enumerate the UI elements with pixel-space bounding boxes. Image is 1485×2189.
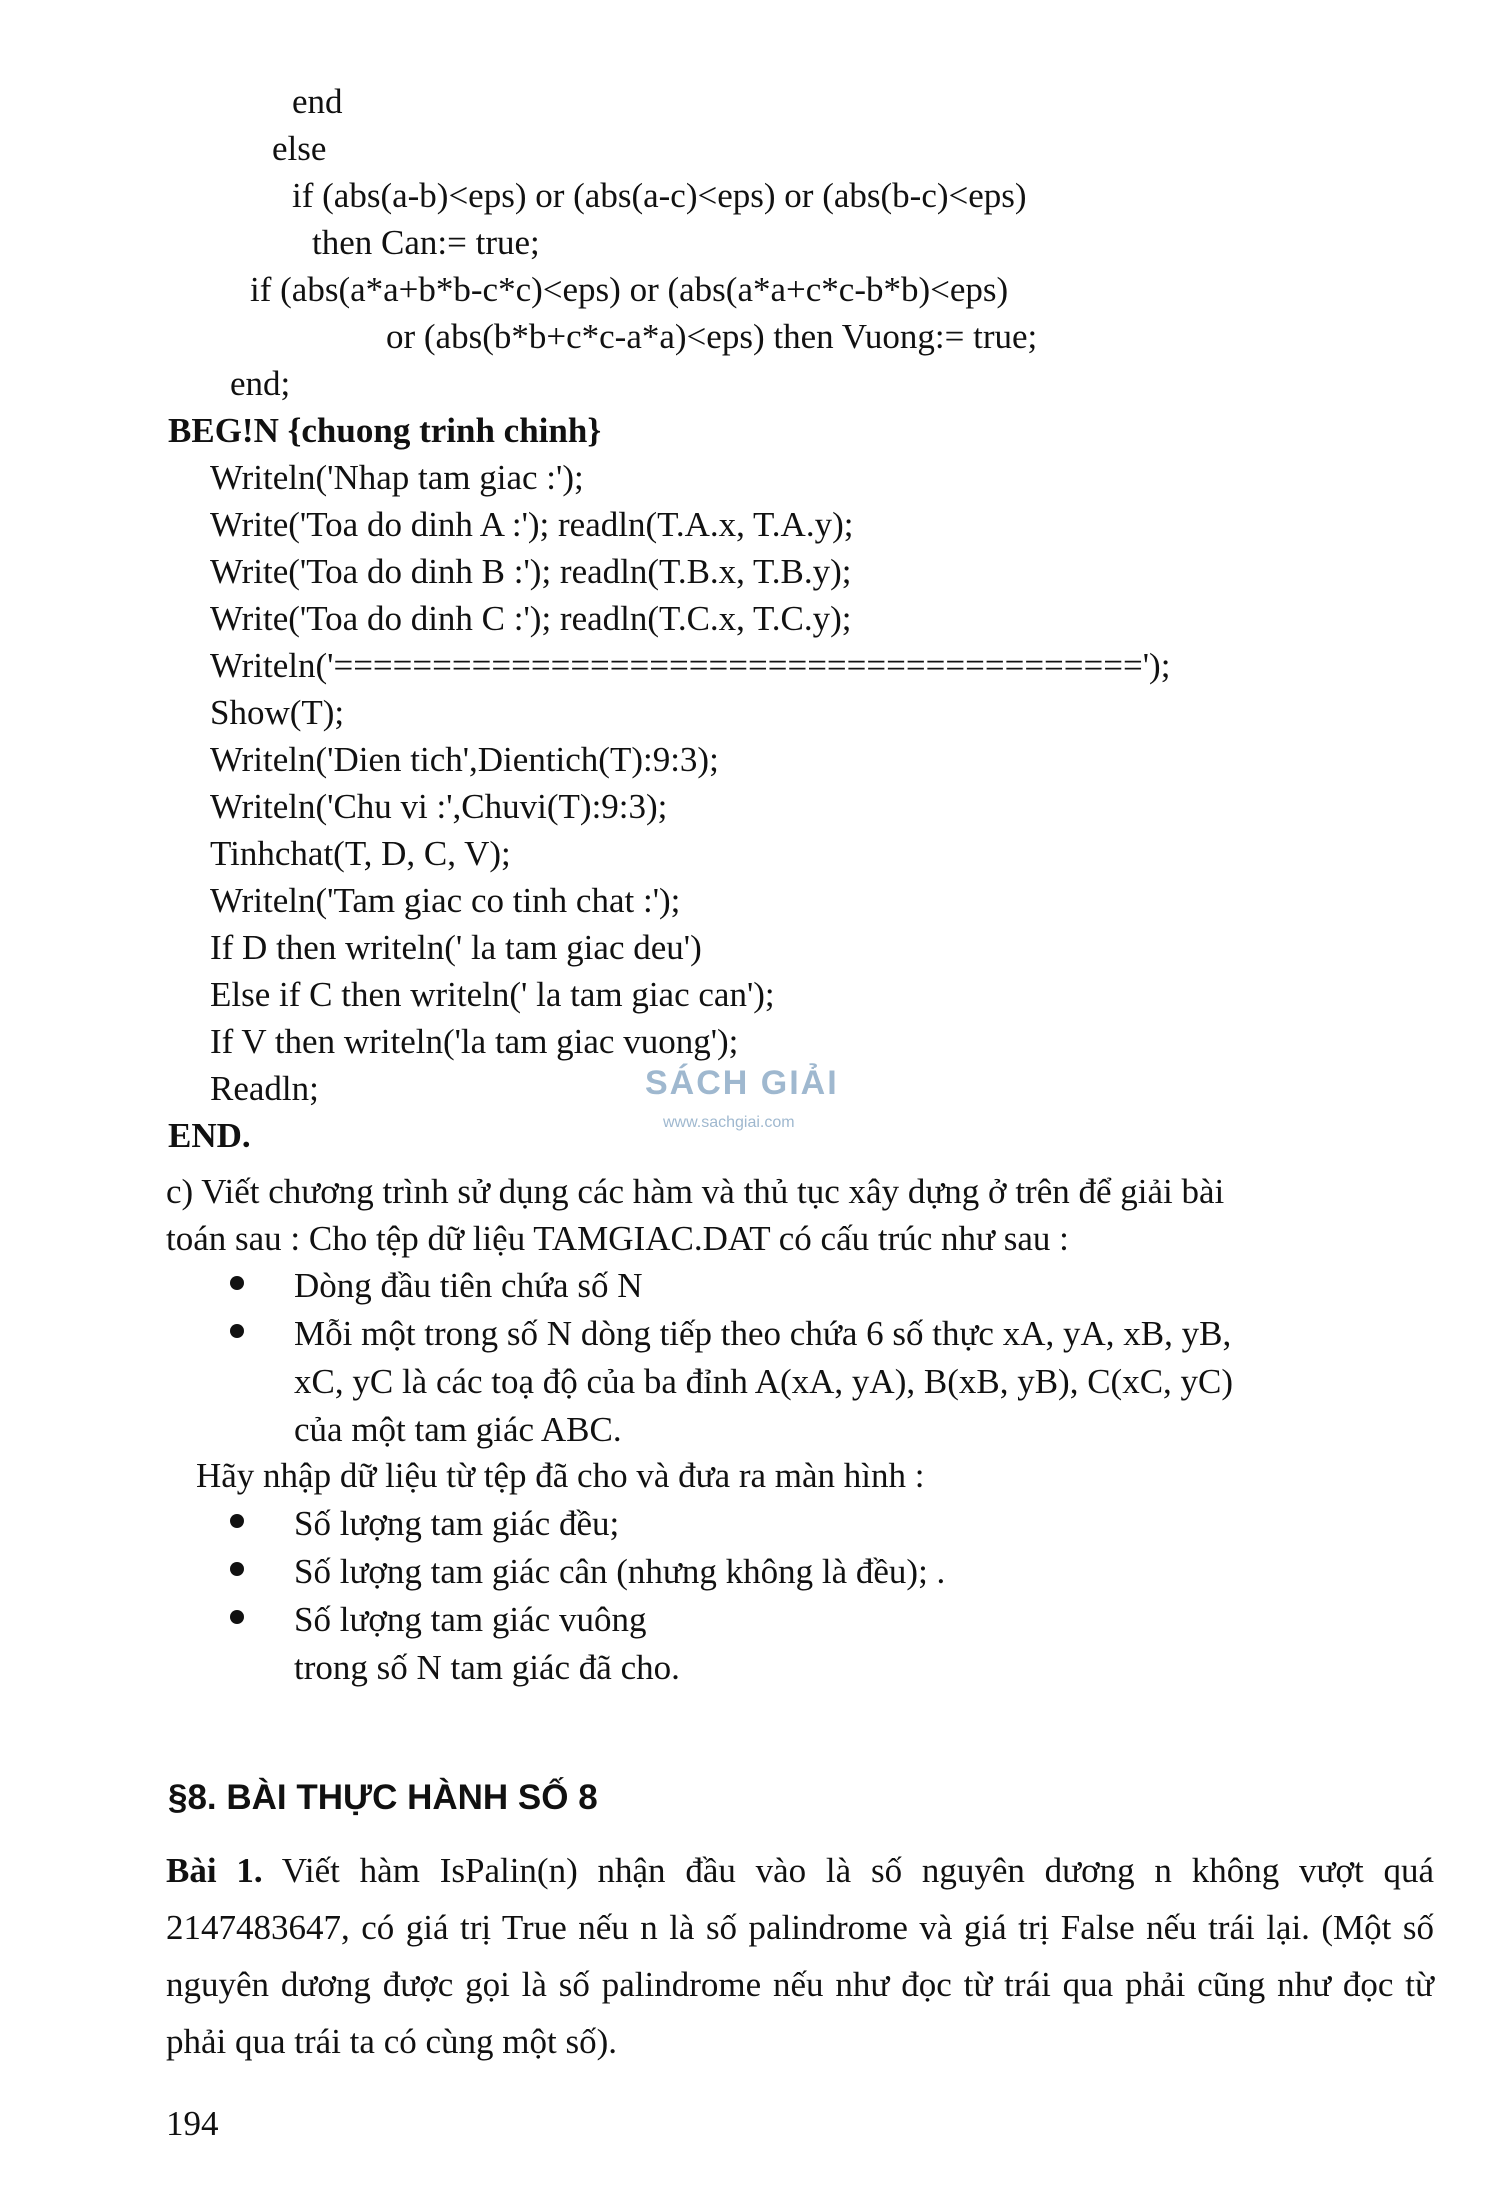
code-line: Writeln('Chu vi :',Chuvi(T):9:3);	[210, 787, 668, 826]
code-line: BEG!N {chuong trinh chinh}	[168, 411, 602, 450]
list-item	[230, 1262, 1440, 1310]
list-item-text	[294, 1596, 680, 1692]
list-item-text	[294, 1548, 945, 1596]
list-item	[230, 1548, 1440, 1596]
bullet-icon	[230, 1324, 244, 1338]
code-line: Writeln('=========================================');	[210, 646, 1171, 685]
exercise-label: Bài 1.	[166, 1851, 263, 1890]
code-line: Else if C then writeln(' la tam giac can');	[210, 975, 775, 1014]
part-c-intro-line-2: toán sau : Cho tệp dữ liệu TAMGIAC.DAT có cấu trúc như sau :	[166, 1219, 1069, 1258]
code-line: Writeln('Tam giac co tinh chat :');	[210, 881, 681, 920]
code-line: Readln;	[210, 1069, 319, 1108]
code-line: Writeln('Nhap tam giac :');	[210, 458, 584, 497]
code-line: Writeln('Dien tich',Dientich(T):9:3);	[210, 740, 719, 779]
list-item-text	[294, 1310, 1233, 1454]
code-line: Write('Toa do dinh B :'); readln(T.B.x, T.B.y);	[210, 552, 852, 591]
list-item-line: Mỗi một trong số N dòng tiếp theo chứa 6 số thực xA, yA, xB, yB,	[294, 1314, 1232, 1353]
list-item	[230, 1596, 1440, 1692]
code-line: If V then writeln('la tam giac vuong');	[210, 1022, 739, 1061]
watermark	[645, 1064, 865, 1144]
code-line: if (abs(a*a+b*b-c*c)<eps) or (abs(a*a+c*c-b*b)<eps)	[250, 270, 1009, 309]
list-item-line: Số lượng tam giác vuông	[294, 1600, 647, 1639]
exercise-1	[166, 1842, 1434, 2070]
exercise-text: Viết hàm IsPalin(n) nhận đầu vào là số nguyên dương n không vượt quá 2147483647, có giá trị True nếu n là số palindrome và giá trị False nếu trái lại. (Một số nguyên dương được gọi là số palindrome nếu như đọc từ trái qua phải cũng như đọc từ phải qua trái ta có cùng một số).	[166, 1851, 1434, 2061]
part-c-intro	[166, 1168, 1436, 1262]
part-c-intro-line-1: c) Viết chương trình sử dụng các hàm và thủ tục xây dựng ở trên để giải bài	[166, 1172, 1225, 1211]
bullet-icon	[230, 1562, 244, 1576]
code-line: Show(T);	[210, 693, 345, 732]
list-item-line: trong số N tam giác đã cho.	[294, 1648, 680, 1687]
list-item-line: Số lượng tam giác cân (nhưng không là đều); .	[294, 1552, 946, 1591]
section-title: §8. BÀI THỰC HÀNH SỐ 8	[168, 1778, 598, 1817]
page-number: 194	[166, 2104, 219, 2143]
bullet-icon	[230, 1276, 244, 1290]
bullet-icon	[230, 1514, 244, 1528]
list-item-line: Dòng đầu tiên chứa số N	[294, 1266, 643, 1305]
list-item	[230, 1310, 1440, 1454]
code-line: END.	[168, 1116, 251, 1155]
list-item-line: xC, yC là các toạ độ của ba đỉnh A(xA, yA), B(xB, yB), C(xC, yC)	[294, 1362, 1234, 1401]
list-item-line: Số lượng tam giác đều;	[294, 1504, 620, 1543]
code-line: If D then writeln(' la tam giac deu')	[210, 928, 702, 967]
code-line: Write('Toa do dinh A :'); readln(T.A.x, T.A.y);	[210, 505, 854, 544]
watermark-url: www.sachgiai.com	[663, 1114, 795, 1131]
list-item-line: của một tam giác ABC.	[294, 1410, 622, 1449]
code-line: end;	[230, 364, 291, 403]
code-line: Write('Toa do dinh C :'); readln(T.C.x, T.C.y);	[210, 599, 852, 638]
code-line: end	[292, 82, 343, 121]
code-line: if (abs(a-b)<eps) or (abs(a-c)<eps) or (abs(b-c)<eps)	[292, 176, 1027, 215]
code-line: else	[272, 129, 327, 168]
task-statement: Hãy nhập dữ liệu từ tệp đã cho và đưa ra màn hình :	[196, 1456, 925, 1495]
code-line: or (abs(b*b+c*c-a*a)<eps) then Vuong:= true;	[386, 317, 1038, 356]
code-line: then Can:= true;	[312, 223, 540, 262]
bullet-icon	[230, 1610, 244, 1624]
list-item-text	[294, 1262, 642, 1310]
list-item	[230, 1500, 1440, 1548]
watermark-name: SÁCH GIẢI	[645, 1064, 839, 1102]
code-line: Tinhchat(T, D, C, V);	[210, 834, 511, 873]
list-item-text	[294, 1500, 619, 1548]
